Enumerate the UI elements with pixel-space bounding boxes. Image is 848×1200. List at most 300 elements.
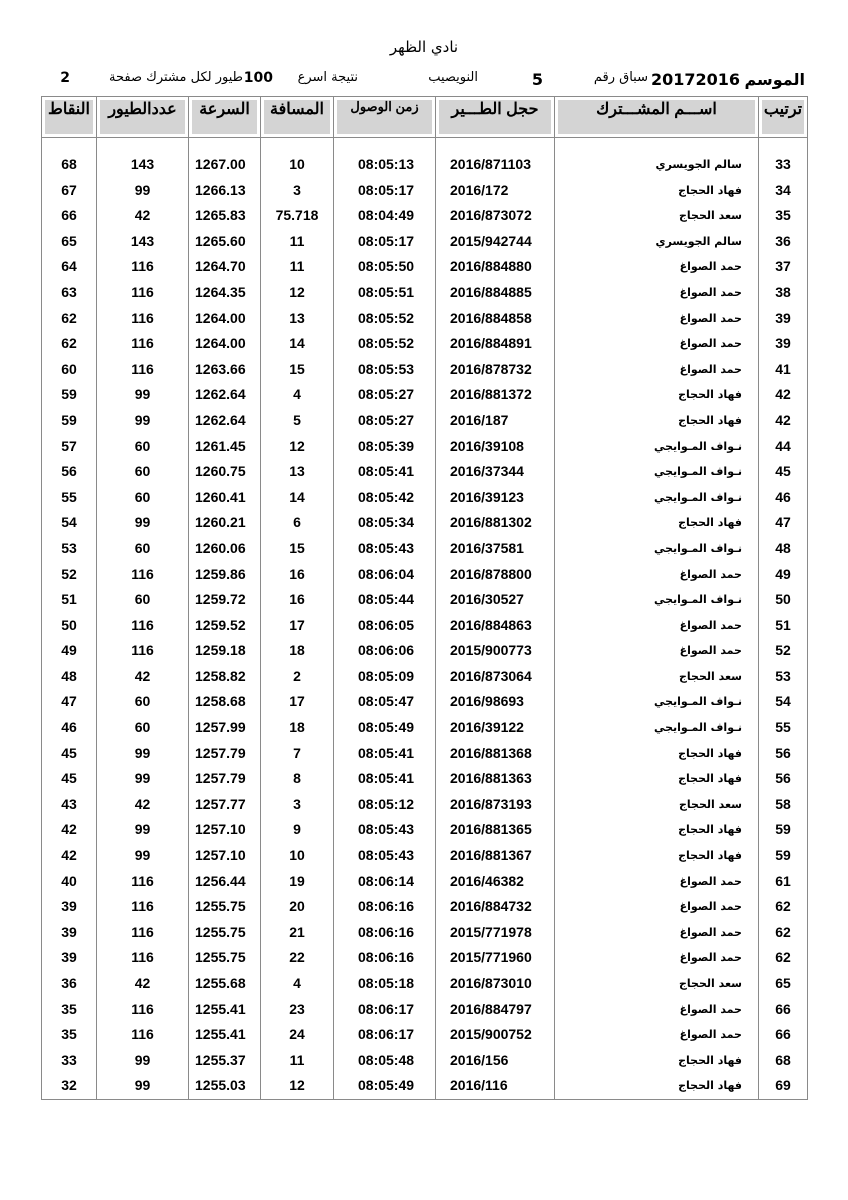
speed-value: 1257.77: [189, 792, 261, 818]
distance-value: 4: [261, 971, 334, 997]
birds-count-cell: 143: [97, 152, 189, 178]
points-value: 53: [42, 536, 97, 562]
points-value: 51: [42, 587, 97, 613]
rank-cell: 39: [759, 331, 808, 357]
birds-count-cell: 99: [97, 1048, 189, 1074]
distance-value: 16: [261, 562, 334, 588]
table-row: [42, 613, 808, 639]
spacer-row: [42, 138, 808, 153]
points-value: 65: [42, 229, 97, 255]
speed-value: 1260.75: [189, 459, 261, 485]
birds-count-cell: 99: [97, 382, 189, 408]
birds-count-cell: 116: [97, 562, 189, 588]
ring-number: 2016/878800: [436, 562, 555, 588]
col-birds-header: عددالطيور: [97, 97, 189, 138]
rank-cell: 34: [759, 178, 808, 204]
ring-number: 2016/873193: [436, 792, 555, 818]
header-row: [42, 97, 808, 138]
birds-count-cell: 42: [97, 792, 189, 818]
arrival-time: 08:05:49: [334, 1073, 436, 1099]
arrival-time: 08:05:51: [334, 280, 436, 306]
col-speed-header: السرعة: [189, 97, 261, 138]
participant-name: فهاد الحجاج: [555, 178, 759, 204]
birds-count-cell: 99: [97, 178, 189, 204]
speed-value: 1265.60: [189, 229, 261, 255]
ring-number: 2016/873064: [436, 664, 555, 690]
rank-cell: 62: [759, 945, 808, 971]
speed-value: 1263.66: [189, 357, 261, 383]
rank-cell: 59: [759, 843, 808, 869]
distance-value: 3: [261, 792, 334, 818]
participant-name: سالم الجويسري: [555, 152, 759, 178]
rank-cell: 36: [759, 229, 808, 255]
ring-number: 2016/881365: [436, 817, 555, 843]
table-row: [42, 997, 808, 1023]
table-row: [42, 331, 808, 357]
points-value: 50: [42, 613, 97, 639]
birds-count-cell: 60: [97, 536, 189, 562]
distance-value: 14: [261, 485, 334, 511]
points-value: 62: [42, 306, 97, 332]
arrival-time: 08:05:52: [334, 331, 436, 357]
arrival-time: 08:06:16: [334, 920, 436, 946]
points-value: 45: [42, 766, 97, 792]
birds-count-cell: 99: [97, 408, 189, 434]
speed-value: 1258.82: [189, 664, 261, 690]
table-row: [42, 152, 808, 178]
arrival-time: 08:05:09: [334, 664, 436, 690]
speed-value: 1259.52: [189, 613, 261, 639]
speed-value: 1260.06: [189, 536, 261, 562]
distance-value: 24: [261, 1022, 334, 1048]
arrival-time: 08:06:14: [334, 869, 436, 895]
ring-number: 2016/871103: [436, 152, 555, 178]
speed-value: 1255.75: [189, 920, 261, 946]
table-row: [42, 792, 808, 818]
ring-number: 2016/39122: [436, 715, 555, 741]
participant-name: سعد الحجاج: [555, 792, 759, 818]
arrival-time: 08:05:44: [334, 587, 436, 613]
ring-number: 2016/881367: [436, 843, 555, 869]
speed-value: 1256.44: [189, 869, 261, 895]
birds-count-cell: 116: [97, 920, 189, 946]
table-row: [42, 536, 808, 562]
participant-name: فهاد الحجاج: [555, 1073, 759, 1099]
table-row: [42, 408, 808, 434]
distance-value: 14: [261, 331, 334, 357]
participant-name: حمد الصواغ: [555, 331, 759, 357]
ring-number: 2016/878732: [436, 357, 555, 383]
rank-cell: 50: [759, 587, 808, 613]
race-label: سباق رقم: [593, 70, 648, 85]
ring-number: 2016/884885: [436, 280, 555, 306]
table-row: [42, 715, 808, 741]
table-row: [42, 664, 808, 690]
speed-value: 1267.00: [189, 152, 261, 178]
birds-count-cell: 143: [97, 229, 189, 255]
arrival-time: 08:05:27: [334, 382, 436, 408]
table-row: [42, 945, 808, 971]
birds-count-cell: 116: [97, 280, 189, 306]
participant-name: حمد الصواغ: [555, 997, 759, 1023]
rank-cell: 62: [759, 920, 808, 946]
distance-value: 11: [261, 1048, 334, 1074]
participant-name: فهاد الحجاج: [555, 741, 759, 767]
participant-name: حمد الصواغ: [555, 254, 759, 280]
speed-value: 1259.18: [189, 638, 261, 664]
points-value: 46: [42, 715, 97, 741]
distance-value: 17: [261, 613, 334, 639]
speed-value: 1262.64: [189, 382, 261, 408]
distance-value: 16: [261, 587, 334, 613]
speed-value: 1255.41: [189, 997, 261, 1023]
points-value: 52: [42, 562, 97, 588]
participant-name: سعد الحجاج: [555, 664, 759, 690]
table-row: [42, 1022, 808, 1048]
speed-value: 1262.64: [189, 408, 261, 434]
points-value: 59: [42, 408, 97, 434]
participant-name: حمد الصواغ: [555, 306, 759, 332]
participant-name: نـواف المـوايجي: [555, 715, 759, 741]
page-number: 2: [60, 70, 70, 86]
table-row: [42, 971, 808, 997]
arrival-time: 08:05:41: [334, 459, 436, 485]
distance-value: 11: [261, 229, 334, 255]
ring-number: 2016/98693: [436, 689, 555, 715]
points-value: 62: [42, 331, 97, 357]
points-value: 59: [42, 382, 97, 408]
rank-cell: 66: [759, 1022, 808, 1048]
birds-count-cell: 99: [97, 843, 189, 869]
birds-count-cell: 116: [97, 306, 189, 332]
arrival-time: 08:05:43: [334, 536, 436, 562]
arrival-time: 08:05:50: [334, 254, 436, 280]
rank-cell: 39: [759, 306, 808, 332]
ring-number: 2015/771960: [436, 945, 555, 971]
points-value: 40: [42, 869, 97, 895]
birds-count-cell: 116: [97, 331, 189, 357]
results-table: [41, 96, 808, 1100]
birds-count-cell: 116: [97, 254, 189, 280]
arrival-time: 08:04:49: [334, 203, 436, 229]
ring-number: 2016/39108: [436, 434, 555, 460]
arrival-time: 08:05:17: [334, 178, 436, 204]
table-row: [42, 485, 808, 511]
rank-cell: 44: [759, 434, 808, 460]
arrival-time: 08:05:52: [334, 306, 436, 332]
birds-count-cell: 99: [97, 510, 189, 536]
rank-cell: 47: [759, 510, 808, 536]
ring-number: 2015/900752: [436, 1022, 555, 1048]
participant-name: نـواف المـوايجي: [555, 587, 759, 613]
participant-name: حمد الصواغ: [555, 638, 759, 664]
points-value: 48: [42, 664, 97, 690]
ring-number: 2016/37581: [436, 536, 555, 562]
table-row: [42, 1048, 808, 1074]
ring-number: 2016/30527: [436, 587, 555, 613]
birds-count-cell: 116: [97, 894, 189, 920]
participant-name: نـواف المـوايجي: [555, 459, 759, 485]
speed-value: 1255.41: [189, 1022, 261, 1048]
birds-count-cell: 116: [97, 638, 189, 664]
points-value: 63: [42, 280, 97, 306]
birds-count-cell: 99: [97, 817, 189, 843]
distance-value: 15: [261, 357, 334, 383]
distance-value: 9: [261, 817, 334, 843]
participant-name: نـواف المـوايجي: [555, 536, 759, 562]
rank-cell: 48: [759, 536, 808, 562]
arrival-time: 08:05:41: [334, 766, 436, 792]
rank-cell: 56: [759, 766, 808, 792]
speed-value: 1255.75: [189, 894, 261, 920]
participant-name: فهاد الحجاج: [555, 510, 759, 536]
participant-name: فهاد الحجاج: [555, 382, 759, 408]
table-row: [42, 203, 808, 229]
distance-value: 15: [261, 536, 334, 562]
participant-name: حمد الصواغ: [555, 894, 759, 920]
rank-cell: 52: [759, 638, 808, 664]
rank-cell: 37: [759, 254, 808, 280]
arrival-time: 08:05:39: [334, 434, 436, 460]
points-value: 56: [42, 459, 97, 485]
season-value: 20172016: [650, 70, 740, 89]
birds-count-cell: 60: [97, 459, 189, 485]
speed-value: 1258.68: [189, 689, 261, 715]
ring-number: 2015/771978: [436, 920, 555, 946]
table-row: [42, 434, 808, 460]
distance-value: 20: [261, 894, 334, 920]
table-row: [42, 894, 808, 920]
ring-number: 2016/156: [436, 1048, 555, 1074]
table-row: [42, 459, 808, 485]
speed-value: 1255.68: [189, 971, 261, 997]
rank-cell: 56: [759, 741, 808, 767]
birds-count-cell: 116: [97, 357, 189, 383]
participant-name: حمد الصواغ: [555, 562, 759, 588]
speed-value: 1264.00: [189, 331, 261, 357]
participant-name: حمد الصواغ: [555, 920, 759, 946]
points-value: 36: [42, 971, 97, 997]
points-value: 35: [42, 997, 97, 1023]
birds-count-cell: 42: [97, 664, 189, 690]
birds-count-cell: 99: [97, 741, 189, 767]
col-participant-header: اســـم المشـــترك: [555, 97, 759, 138]
distance-value: 13: [261, 306, 334, 332]
rank-cell: 61: [759, 869, 808, 895]
arrival-time: 08:06:17: [334, 997, 436, 1023]
table-row: [42, 766, 808, 792]
distance-value: 2: [261, 664, 334, 690]
participant-name: حمد الصواغ: [555, 869, 759, 895]
table-row: [42, 920, 808, 946]
ring-number: 2016/884880: [436, 254, 555, 280]
ring-number: 2016/46382: [436, 869, 555, 895]
distance-value: 10: [261, 843, 334, 869]
table-row: [42, 869, 808, 895]
speed-value: 1255.75: [189, 945, 261, 971]
speed-value: 1255.03: [189, 1073, 261, 1099]
birds-count-cell: 60: [97, 689, 189, 715]
arrival-time: 08:05:53: [334, 357, 436, 383]
table-row: [42, 178, 808, 204]
speed-value: 1257.10: [189, 843, 261, 869]
distance-value: 21: [261, 920, 334, 946]
arrival-time: 08:05:18: [334, 971, 436, 997]
points-value: 42: [42, 843, 97, 869]
birds-count-cell: 60: [97, 434, 189, 460]
rank-cell: 66: [759, 997, 808, 1023]
speed-value: 1260.21: [189, 510, 261, 536]
points-value: 32: [42, 1073, 97, 1099]
points-value: 54: [42, 510, 97, 536]
points-value: 67: [42, 178, 97, 204]
points-value: 42: [42, 817, 97, 843]
participant-name: نـواف المـوايجي: [555, 434, 759, 460]
rank-cell: 38: [759, 280, 808, 306]
distance-value: 12: [261, 1073, 334, 1099]
points-value: 45: [42, 741, 97, 767]
distance-value: 5: [261, 408, 334, 434]
rank-cell: 55: [759, 715, 808, 741]
participant-name: سالم الجويسري: [555, 229, 759, 255]
arrival-time: 08:05:42: [334, 485, 436, 511]
rank-cell: 41: [759, 357, 808, 383]
participant-name: حمد الصواغ: [555, 1022, 759, 1048]
points-value: 35: [42, 1022, 97, 1048]
birds-count-cell: 60: [97, 485, 189, 511]
table-row: [42, 382, 808, 408]
birds-count-cell: 116: [97, 1022, 189, 1048]
points-value: 43: [42, 792, 97, 818]
speed-value: 1260.41: [189, 485, 261, 511]
speed-value: 1257.10: [189, 817, 261, 843]
birds-count-cell: 42: [97, 203, 189, 229]
rank-cell: 62: [759, 894, 808, 920]
ring-number: 2016/881372: [436, 382, 555, 408]
table-row: [42, 280, 808, 306]
table-row: [42, 741, 808, 767]
participant-name: فهاد الحجاج: [555, 1048, 759, 1074]
rank-cell: 35: [759, 203, 808, 229]
rank-cell: 42: [759, 382, 808, 408]
ring-number: 2016/884797: [436, 997, 555, 1023]
ring-number: 2015/942744: [436, 229, 555, 255]
rank-cell: 58: [759, 792, 808, 818]
birds-count-cell: 60: [97, 715, 189, 741]
distance-value: 4: [261, 382, 334, 408]
birds-per-page-label: طيور لكل مشترك صفحة: [109, 70, 243, 85]
distance-value: 13: [261, 459, 334, 485]
col-ring-header: حجل الطـــير: [436, 97, 555, 138]
birds-count-cell: 99: [97, 766, 189, 792]
arrival-time: 08:06:05: [334, 613, 436, 639]
ring-number: 2016/884858: [436, 306, 555, 332]
birds-count-cell: 116: [97, 945, 189, 971]
distance-value: 3: [261, 178, 334, 204]
rank-cell: 68: [759, 1048, 808, 1074]
table-row: [42, 562, 808, 588]
rank-cell: 46: [759, 485, 808, 511]
ring-number: 2016/39123: [436, 485, 555, 511]
race-location: النويصيب: [428, 70, 478, 85]
ring-number: 2016/187: [436, 408, 555, 434]
birds-count-cell: 116: [97, 869, 189, 895]
speed-value: 1266.13: [189, 178, 261, 204]
participant-name: حمد الصواغ: [555, 357, 759, 383]
points-value: 55: [42, 485, 97, 511]
table-row: [42, 817, 808, 843]
arrival-time: 08:06:06: [334, 638, 436, 664]
participant-name: فهاد الحجاج: [555, 817, 759, 843]
speed-value: 1264.00: [189, 306, 261, 332]
ring-number: 2016/881368: [436, 741, 555, 767]
season-label: الموسم: [744, 70, 805, 89]
speed-value: 1257.99: [189, 715, 261, 741]
birds-count-cell: 116: [97, 613, 189, 639]
distance-value: 75.718: [261, 203, 334, 229]
table-row: [42, 229, 808, 255]
distance-value: 8: [261, 766, 334, 792]
speed-value: 1264.35: [189, 280, 261, 306]
birds-count: 100: [243, 70, 273, 86]
arrival-time: 08:06:16: [334, 894, 436, 920]
participant-name: حمد الصواغ: [555, 945, 759, 971]
distance-value: 22: [261, 945, 334, 971]
distance-value: 23: [261, 997, 334, 1023]
distance-value: 19: [261, 869, 334, 895]
points-value: 68: [42, 152, 97, 178]
table-row: [42, 587, 808, 613]
ring-number: 2016/884891: [436, 331, 555, 357]
rank-cell: 42: [759, 408, 808, 434]
col-points-header: النقاط: [42, 97, 97, 138]
rank-cell: 45: [759, 459, 808, 485]
rank-cell: 69: [759, 1073, 808, 1099]
birds-count-cell: 60: [97, 587, 189, 613]
distance-value: 12: [261, 280, 334, 306]
points-value: 64: [42, 254, 97, 280]
points-value: 39: [42, 945, 97, 971]
club-name: نادي الظهر: [389, 38, 459, 56]
distance-value: 10: [261, 152, 334, 178]
table-row: [42, 638, 808, 664]
ring-number: 2016/172: [436, 178, 555, 204]
points-value: 66: [42, 203, 97, 229]
participant-name: سعد الحجاج: [555, 203, 759, 229]
rank-cell: 33: [759, 152, 808, 178]
distance-value: 18: [261, 715, 334, 741]
rank-cell: 49: [759, 562, 808, 588]
table-row: [42, 510, 808, 536]
ring-number: 2016/116: [436, 1073, 555, 1099]
arrival-time: 08:05:27: [334, 408, 436, 434]
arrival-time: 08:05:17: [334, 229, 436, 255]
col-rank-header: ترتيب: [759, 97, 808, 138]
participant-name: فهاد الحجاج: [555, 843, 759, 869]
points-value: 60: [42, 357, 97, 383]
table-row: [42, 689, 808, 715]
points-value: 47: [42, 689, 97, 715]
birds-count-cell: 116: [97, 997, 189, 1023]
ring-number: 2015/900773: [436, 638, 555, 664]
arrival-time: 08:05:49: [334, 715, 436, 741]
distance-value: 12: [261, 434, 334, 460]
points-value: 57: [42, 434, 97, 460]
arrival-time: 08:05:13: [334, 152, 436, 178]
ring-number: 2016/873010: [436, 971, 555, 997]
arrival-time: 08:06:04: [334, 562, 436, 588]
speed-value: 1255.37: [189, 1048, 261, 1074]
